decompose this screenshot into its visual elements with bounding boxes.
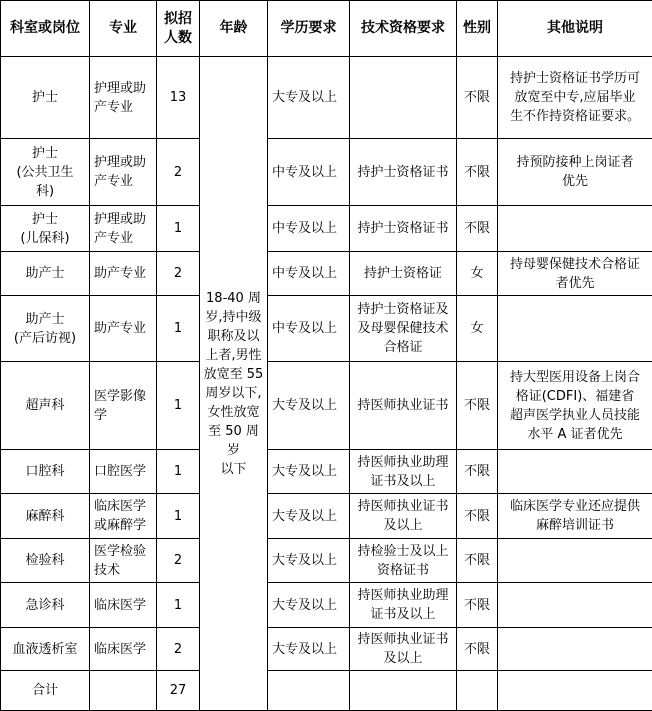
cell-count: 1 xyxy=(157,362,200,450)
cell-notes: 持母婴保健技术合格证 者优先 xyxy=(498,252,652,296)
header-tech: 技术资格要求 xyxy=(350,1,457,57)
cell-dept: 助产士 (产后访视) xyxy=(1,296,90,362)
cell-count: 1 xyxy=(157,583,200,628)
header-count: 拟招 人数 xyxy=(157,1,200,57)
cell-tech xyxy=(350,57,457,139)
cell-count: 1 xyxy=(157,296,200,362)
cell-tech: 持检验士及以上 资格证书 xyxy=(350,539,457,583)
cell-gender: 女 xyxy=(457,296,498,362)
cell-edu: 大专及以上 xyxy=(268,494,350,539)
cell-tech: 持护士资格证 xyxy=(350,252,457,296)
cell-edu: 中专及以上 xyxy=(268,296,350,362)
total-edu-empty xyxy=(268,671,350,711)
total-count: 27 xyxy=(157,671,200,711)
cell-count: 13 xyxy=(157,57,200,139)
cell-gender: 不限 xyxy=(457,362,498,450)
table-row xyxy=(1,583,652,628)
cell-count: 2 xyxy=(157,252,200,296)
cell-count: 2 xyxy=(157,139,200,206)
cell-notes xyxy=(498,539,652,583)
cell-count: 2 xyxy=(157,628,200,671)
table-row xyxy=(1,252,652,296)
total-row xyxy=(1,671,652,711)
cell-edu: 大专及以上 xyxy=(268,57,350,139)
table-row xyxy=(1,296,652,362)
cell-notes: 临床医学专业还应提供 麻醉培训证书 xyxy=(498,494,652,539)
cell-major: 临床医学 xyxy=(90,628,157,671)
cell-edu: 大专及以上 xyxy=(268,628,350,671)
cell-notes: 持护士资格证书学历可 放宽至中专,应届毕业 生不作持资格证要求。 xyxy=(498,57,652,139)
cell-dept: 护士 (儿保科) xyxy=(1,206,90,252)
cell-tech: 持护士资格证书 xyxy=(350,206,457,252)
header-notes: 其他说明 xyxy=(498,1,652,57)
cell-dept: 护士 xyxy=(1,57,90,139)
cell-age: 18-40 周 岁,持中级 职称及以 上者,男性 放宽至 55 周岁以下, 女性放宽 至 50 周岁 以下 xyxy=(200,57,268,711)
cell-gender: 不限 xyxy=(457,628,498,671)
cell-major: 口腔医学 xyxy=(90,450,157,494)
cell-major: 护理或助 产专业 xyxy=(90,206,157,252)
cell-edu: 中专及以上 xyxy=(268,252,350,296)
cell-dept: 检验科 xyxy=(1,539,90,583)
cell-major: 护理或助 产专业 xyxy=(90,57,157,139)
cell-notes xyxy=(498,296,652,362)
cell-dept: 助产士 xyxy=(1,252,90,296)
cell-dept: 口腔科 xyxy=(1,450,90,494)
cell-edu: 大专及以上 xyxy=(268,583,350,628)
cell-count: 1 xyxy=(157,494,200,539)
table-row xyxy=(1,57,652,139)
cell-edu: 大专及以上 xyxy=(268,539,350,583)
table-row xyxy=(1,206,652,252)
table-row xyxy=(1,628,652,671)
total-major-empty xyxy=(90,671,157,711)
cell-major: 助产专业 xyxy=(90,252,157,296)
cell-notes: 持预防接种上岗证者 优先 xyxy=(498,139,652,206)
header-gender: 性别 xyxy=(457,1,498,57)
table-row xyxy=(1,539,652,583)
cell-tech: 持医师执业助理 证书及以上 xyxy=(350,450,457,494)
total-notes-empty xyxy=(498,671,652,711)
cell-gender: 不限 xyxy=(457,450,498,494)
header-dept: 科室或岗位 xyxy=(1,1,90,57)
cell-dept: 超声科 xyxy=(1,362,90,450)
cell-tech: 持护士资格证及 及母婴保健技术 合格证 xyxy=(350,296,457,362)
cell-gender: 不限 xyxy=(457,206,498,252)
cell-major: 临床医学 xyxy=(90,583,157,628)
total-gender-empty xyxy=(457,671,498,711)
cell-tech: 持医师执业证书 及以上 xyxy=(350,628,457,671)
cell-edu: 中专及以上 xyxy=(268,206,350,252)
cell-count: 2 xyxy=(157,539,200,583)
cell-notes: 持大型医用设备上岗合 格证(CDFI)、福建省 超声医学执业人员技能 水平 A 证者优先 xyxy=(498,362,652,450)
cell-dept: 麻醉科 xyxy=(1,494,90,539)
cell-tech: 持医师执业助理 证书及以上 xyxy=(350,583,457,628)
cell-edu: 大专及以上 xyxy=(268,362,350,450)
cell-count: 1 xyxy=(157,450,200,494)
header-row xyxy=(1,1,652,57)
table-row xyxy=(1,494,652,539)
cell-major: 护理或助 产专业 xyxy=(90,139,157,206)
table-row xyxy=(1,139,652,206)
cell-notes xyxy=(498,450,652,494)
cell-gender: 不限 xyxy=(457,494,498,539)
cell-gender: 不限 xyxy=(457,57,498,139)
cell-major: 医学影像 学 xyxy=(90,362,157,450)
cell-dept: 急诊科 xyxy=(1,583,90,628)
cell-tech: 持护士资格证书 xyxy=(350,139,457,206)
total-tech-empty xyxy=(350,671,457,711)
cell-notes xyxy=(498,206,652,252)
cell-gender: 女 xyxy=(457,252,498,296)
header-major: 专业 xyxy=(90,1,157,57)
cell-tech: 持医师执业证书 xyxy=(350,362,457,450)
header-age: 年龄 xyxy=(200,1,268,57)
cell-tech: 持医师执业证书 及以上 xyxy=(350,494,457,539)
table-row xyxy=(1,362,652,450)
cell-gender: 不限 xyxy=(457,139,498,206)
cell-edu: 大专及以上 xyxy=(268,450,350,494)
cell-notes xyxy=(498,628,652,671)
cell-count: 1 xyxy=(157,206,200,252)
cell-dept: 护士 (公共卫生 科) xyxy=(1,139,90,206)
cell-edu: 中专及以上 xyxy=(268,139,350,206)
cell-gender: 不限 xyxy=(457,539,498,583)
cell-dept: 血液透析室 xyxy=(1,628,90,671)
cell-major: 医学检验 技术 xyxy=(90,539,157,583)
cell-gender: 不限 xyxy=(457,583,498,628)
table-row xyxy=(1,450,652,494)
cell-major: 助产专业 xyxy=(90,296,157,362)
cell-major: 临床医学 或麻醉学 xyxy=(90,494,157,539)
total-label: 合计 xyxy=(1,671,90,711)
cell-notes xyxy=(498,583,652,628)
header-edu: 学历要求 xyxy=(268,1,350,57)
